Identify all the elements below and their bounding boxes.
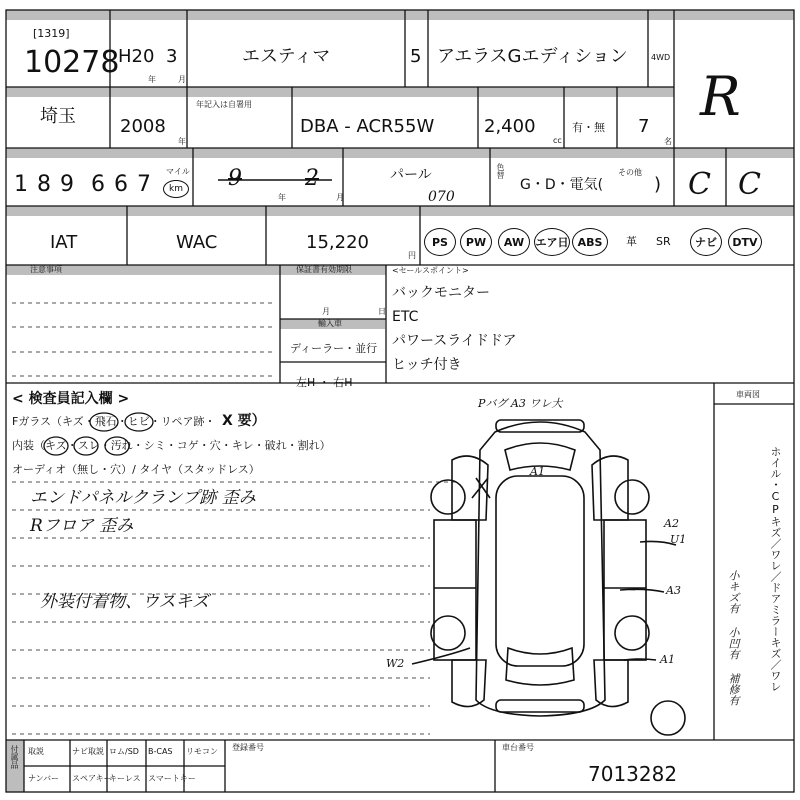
accessories-label: 付属品 (10, 745, 19, 769)
damage-a1-rear: A1 (660, 653, 675, 666)
mileage-digit: 8 (37, 172, 51, 197)
accessory-item: 取説 (28, 747, 44, 756)
accessory-item: リモコン (186, 747, 218, 756)
wheel-note: ホイル・CPキズ／ワレ／ドアミラーキズ／ワレ (769, 446, 782, 692)
import-header: 輸入車 (318, 319, 342, 328)
seat-count: 7 (638, 116, 650, 137)
accessory-item: スペアキー (72, 774, 112, 783)
year-label: 年 (148, 75, 156, 84)
fglass-result: X 要） (222, 413, 266, 429)
inspection-month-label: 月 (336, 193, 344, 202)
equipment-item: PW (460, 228, 492, 256)
accessory-item: B-CAS (148, 747, 173, 756)
first-reg-year: 2008 (120, 116, 166, 137)
steering-side: 左H ・ 右H (296, 376, 353, 389)
equipment-item: DTV (728, 228, 762, 256)
mileage-digit: 7 (137, 172, 151, 197)
recycle-fee: 15,220 (306, 232, 369, 253)
equipment-item: 革 (626, 235, 637, 248)
equipment-item: エア日 (534, 228, 570, 256)
comment-3: 外装付着物、ウスキズ (40, 592, 210, 612)
audio-tire-label: オーディオ（無し・穴）/ タイヤ（スタッドレス） (12, 463, 260, 476)
yen-label: 円 (408, 251, 416, 260)
exterior-grade: C (688, 167, 711, 202)
damage-a1-roof: A1 (530, 465, 545, 478)
sales-header: <セールスポイント> (392, 266, 469, 275)
color-name: パール (390, 167, 432, 183)
sales-point: ヒッチ付き (392, 357, 462, 373)
ac-options: 有・無 (572, 121, 605, 134)
lot-prefix: [1319] (33, 27, 70, 40)
frame-number: 7013282 (588, 762, 678, 786)
km-label: km (169, 184, 183, 194)
equipment-item: AW (498, 228, 530, 256)
mileage-digit: 9 (60, 172, 74, 197)
frame-label: 車台番号 (502, 743, 534, 752)
first-reg-year-label: 年 (178, 137, 186, 146)
seat-unit: 名 (664, 137, 672, 146)
registration-label: 登録番号 (232, 743, 264, 752)
interior-label: 内装（キズ・スレ・汚れ・シミ・コゲ・穴・キレ・破れ・割れ） (12, 439, 331, 452)
equipment-item: PS (424, 228, 456, 256)
fuel-options: G・D・電気( (520, 177, 604, 193)
year-era: H20 (118, 46, 155, 67)
wheel-sub-note: 小キズ有 小凹有 補修有 (727, 570, 740, 706)
car-name: エスティマ (242, 46, 331, 67)
mileage-digit: 1 (14, 172, 28, 197)
inspection-month-2: 2 (305, 166, 319, 191)
mileage-digit: 6 (91, 172, 105, 197)
other-fuel-label: その他 (618, 168, 642, 177)
damage-a3: A3 (666, 584, 681, 597)
accessory-item: ナンバー (28, 774, 60, 783)
sales-point: パワースライドドア (392, 333, 517, 349)
color-change-label: 色替 (496, 163, 505, 179)
expiry-day: 日 (378, 307, 386, 316)
region: 埼玉 (40, 106, 76, 127)
expiry-month: 月 (322, 307, 330, 316)
fglass-label: Fガラス（キズ・飛石・ヒビ・リペア跡・ (12, 415, 216, 428)
sales-point: バックモニター (392, 285, 490, 301)
inspector-header: < 検査員記入欄 > (12, 391, 130, 407)
notes-header: 注意事項 (30, 265, 62, 274)
door-count: 5 (410, 46, 422, 67)
grade: アエラスGエディション (437, 46, 628, 67)
displacement: 2,400 (484, 116, 536, 137)
drive-type: 4WD (651, 53, 671, 62)
damage-w2: W2 (386, 657, 405, 670)
year-month: 3 (166, 46, 178, 67)
fuel-close: ) (654, 174, 662, 195)
comment-1: エンドパネルクランプ跡 歪み (30, 488, 256, 508)
accessory-item: ナビ取説 (72, 747, 104, 756)
inspection-month-1: 9 (228, 166, 242, 191)
equipment-item: ナビ (690, 228, 722, 256)
accessory-item: ロム/SD (109, 747, 139, 756)
mile-label: マイル (166, 167, 190, 176)
transmission: IAT (50, 232, 78, 253)
interior-grade: C (738, 167, 761, 202)
cc-label: cc (553, 136, 562, 145)
accessory-item: スマートキー (148, 774, 196, 783)
equipment-item: ABS (572, 228, 608, 256)
lot-number: 10278 (24, 45, 120, 80)
diagram-header: 車両図 (736, 390, 760, 399)
color-code: 070 (428, 189, 455, 205)
month-label: 月 (178, 75, 186, 84)
accessory-item: キーレス (109, 774, 141, 783)
inspection-year-label: 年 (278, 193, 286, 202)
comment-2: Rフロア 歪み (30, 516, 134, 536)
sales-point: ETC (392, 309, 419, 325)
auction-score: R (700, 65, 741, 128)
expiry-header: 保証書有効期限 (296, 265, 352, 274)
model-code: DBA - ACR55W (300, 116, 435, 137)
import-dealer: ディーラー・並行 (290, 342, 378, 355)
damage-a2: A2 (664, 517, 679, 530)
equipment-item: SR (656, 235, 671, 248)
mileage-digit: 6 (114, 172, 128, 197)
diagram-top-labels: Pバグ A3 ワレ大 (478, 397, 563, 410)
damage-u1: U1 (670, 533, 687, 546)
air-conditioning: WAC (176, 232, 218, 253)
first-reg-note: 年記入は自署用 (196, 100, 252, 109)
